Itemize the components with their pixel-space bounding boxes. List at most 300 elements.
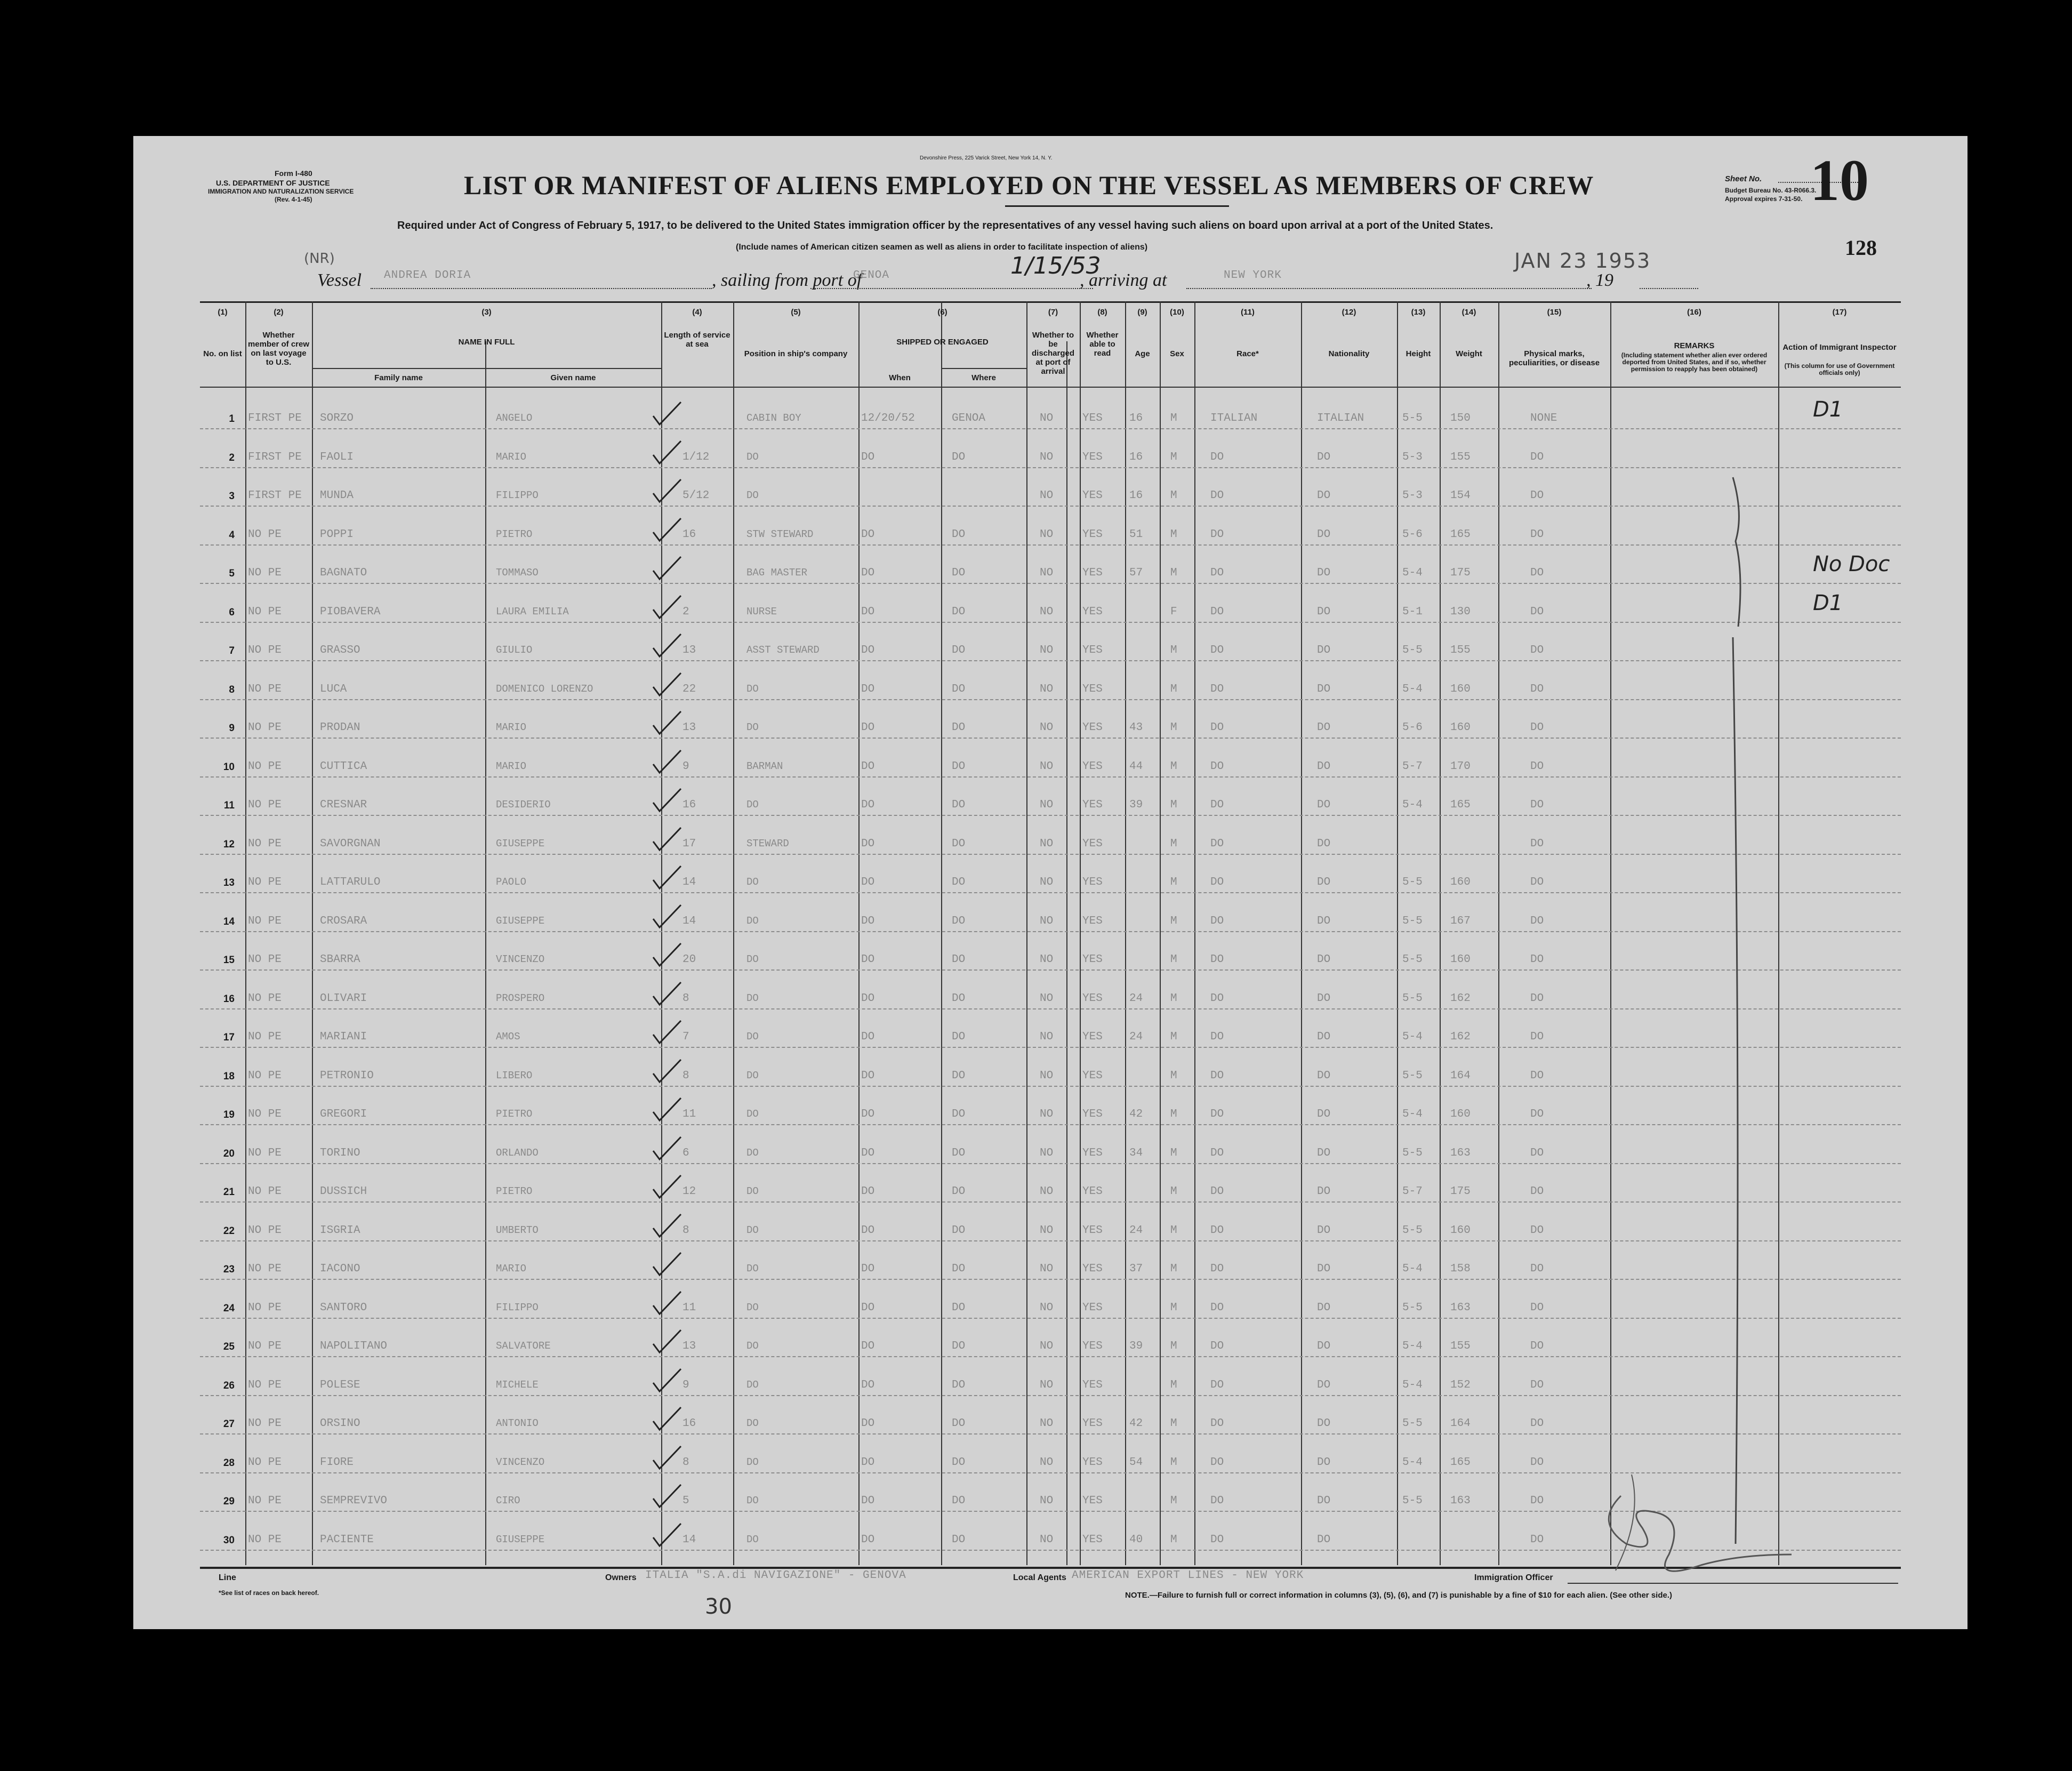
weight-cell: 155 <box>1450 644 1471 656</box>
row-rule <box>200 1086 1901 1087</box>
title-underline <box>1005 205 1229 207</box>
height-cell: 5-5 <box>1402 953 1423 966</box>
age-cell: 40 <box>1129 1533 1143 1546</box>
marks-cell: DO <box>1530 567 1544 579</box>
family-name-cell: SORZO <box>320 412 354 424</box>
row-number: 15 <box>223 955 235 966</box>
position-cell: DO <box>746 722 759 733</box>
shipped-when-cell: DO <box>861 1069 875 1082</box>
column-number: (2) <box>274 308 284 317</box>
age-cell: 51 <box>1129 528 1143 541</box>
check-mark-icon <box>648 594 685 620</box>
marks-cell: DO <box>1530 722 1544 734</box>
nationality-cell: DO <box>1317 722 1331 734</box>
inspector-action: D1 <box>1813 397 1843 422</box>
read-cell: YES <box>1082 1147 1103 1159</box>
check-mark-icon <box>648 477 685 504</box>
row-rule <box>200 1047 1901 1048</box>
position-cell: DO <box>746 1263 759 1275</box>
inspector-action: D1 <box>1813 590 1843 615</box>
service-length-cell: 11 <box>682 1108 696 1120</box>
service-length-cell: 16 <box>682 528 696 541</box>
nationality-cell: DO <box>1317 837 1331 850</box>
discharge-cell: NO <box>1040 683 1054 695</box>
sex-cell: M <box>1170 1263 1177 1275</box>
discharge-cell: NO <box>1040 760 1054 773</box>
shipped-where-cell: DO <box>952 953 966 966</box>
read-cell: YES <box>1082 1340 1103 1352</box>
check-mark-icon <box>648 1405 685 1432</box>
shipped-where-cell: DO <box>952 1417 966 1430</box>
discharge-cell: NO <box>1040 876 1054 888</box>
check-mark-icon <box>648 1135 685 1161</box>
sex-cell: M <box>1170 760 1177 773</box>
given-name-cell: CIRO <box>496 1495 520 1506</box>
nationality-cell: DO <box>1317 1533 1331 1546</box>
shipped-where-cell: DO <box>952 1185 966 1198</box>
position-cell: DO <box>746 1379 759 1391</box>
row-rule <box>200 1279 1901 1280</box>
shipped-when-cell: DO <box>861 1533 875 1546</box>
age-cell: 24 <box>1129 1031 1143 1043</box>
printer-credit: Devonshire Press, 225 Varick Street, New York 14, N. Y. <box>920 155 1053 161</box>
marks-cell: DO <box>1530 1417 1544 1430</box>
nationality-cell: DO <box>1317 1456 1331 1469</box>
column-header: Length of service at sea <box>664 331 730 349</box>
marks-cell: NONE <box>1530 412 1557 424</box>
family-name-cell: CRESNAR <box>320 799 367 811</box>
prev-voyage-cell: NO PE <box>248 1495 282 1507</box>
form-title: LIST OR MANIFEST OF ALIENS EMPLOYED ON THE VESSEL AS MEMBERS OF CREW <box>464 170 1594 200</box>
given-name-header: Given name <box>550 373 596 382</box>
position-cell: DO <box>746 1147 759 1159</box>
row-number: 12 <box>223 838 235 850</box>
row-number: 13 <box>223 877 235 888</box>
shipped-when-cell: DO <box>861 837 875 850</box>
family-name-cell: SBARRA <box>320 953 360 966</box>
position-cell: DO <box>746 1224 759 1236</box>
column-header: Action of Immigrant Inspector <box>1782 343 1897 352</box>
shipped-where-cell: DO <box>952 1495 966 1507</box>
row-number: 1 <box>229 413 235 424</box>
weight-cell: 165 <box>1450 1456 1471 1469</box>
row-number: 6 <box>229 606 235 618</box>
shipped-when-cell: DO <box>861 1301 875 1314</box>
marks-cell: DO <box>1530 451 1544 463</box>
prev-voyage-cell: NO PE <box>248 1185 282 1198</box>
given-name-cell: MARIO <box>496 451 527 463</box>
read-cell: YES <box>1082 1379 1103 1391</box>
read-cell: YES <box>1082 412 1103 424</box>
service-length-cell: 13 <box>682 722 696 734</box>
shipped-where-cell: DO <box>952 528 966 541</box>
read-cell: YES <box>1082 799 1103 811</box>
sex-cell: M <box>1170 1533 1177 1546</box>
nationality-cell: DO <box>1317 1147 1331 1159</box>
marks-cell: DO <box>1530 1379 1544 1391</box>
prev-voyage-cell: NO PE <box>248 1456 282 1469</box>
prev-voyage-cell: NO PE <box>248 605 282 618</box>
nationality-cell: DO <box>1317 528 1331 541</box>
family-name-cell: PRODAN <box>320 722 360 734</box>
race-cell: DO <box>1210 490 1224 502</box>
service-length-cell: 13 <box>682 644 696 656</box>
discharge-cell: NO <box>1040 567 1054 579</box>
check-mark-icon <box>648 787 685 813</box>
race-cell: DO <box>1210 760 1224 773</box>
position-cell: DO <box>746 1301 759 1313</box>
given-name-cell: ANTONIO <box>496 1417 539 1429</box>
sex-cell: M <box>1170 1379 1177 1391</box>
service-length-cell: 12 <box>682 1185 696 1198</box>
discharge-cell: NO <box>1040 644 1054 656</box>
group-rule <box>941 368 1026 369</box>
race-cell: DO <box>1210 1533 1224 1546</box>
row-number: 21 <box>223 1187 235 1198</box>
discharge-cell: NO <box>1040 953 1054 966</box>
agents-label: Local Agents <box>1013 1573 1066 1582</box>
row-number: 3 <box>229 491 235 502</box>
height-cell: 5-3 <box>1402 451 1423 463</box>
discharge-cell: NO <box>1040 605 1054 618</box>
shipped-where-cell: DO <box>952 1301 966 1314</box>
weight-cell: 130 <box>1450 605 1471 618</box>
department-name: U.S. DEPARTMENT OF JUSTICE <box>216 179 330 187</box>
row-rule <box>200 854 1901 855</box>
marks-cell: DO <box>1530 1456 1544 1469</box>
vessel-name: ANDREA DORIA <box>384 269 471 282</box>
shipped-when-cell: DO <box>861 722 875 734</box>
race-cell: DO <box>1210 528 1224 541</box>
race-cell: DO <box>1210 451 1224 463</box>
service-length-cell: 13 <box>682 1340 696 1352</box>
prev-voyage-cell: NO PE <box>248 1301 282 1314</box>
shipped-when-cell: DO <box>861 683 875 695</box>
marks-cell: DO <box>1530 915 1544 927</box>
shipped-when-cell: DO <box>861 1340 875 1352</box>
row-rule <box>200 1124 1901 1125</box>
age-cell: 44 <box>1129 760 1143 773</box>
officer-label: Immigration Officer <box>1474 1573 1553 1582</box>
shipped-where-cell: GENOA <box>952 412 986 424</box>
age-cell: 24 <box>1129 992 1143 1005</box>
read-cell: YES <box>1082 1417 1103 1430</box>
where-header: Where <box>971 373 996 382</box>
read-cell: YES <box>1082 1495 1103 1507</box>
given-name-cell: ORLANDO <box>496 1147 539 1159</box>
weight-cell: 163 <box>1450 1147 1471 1159</box>
shipped-where-cell: DO <box>952 992 966 1005</box>
nationality-cell: DO <box>1317 953 1331 966</box>
race-cell: DO <box>1210 644 1224 656</box>
read-cell: YES <box>1082 760 1103 773</box>
shipped-where-cell: DO <box>952 1031 966 1043</box>
nationality-cell: ITALIAN <box>1317 412 1364 424</box>
column-header: Nationality <box>1328 349 1370 358</box>
row-rule <box>200 1395 1901 1396</box>
column-header: No. on list <box>203 349 242 358</box>
officer-line <box>1568 1583 1898 1584</box>
age-cell: 16 <box>1129 412 1143 424</box>
form-revision: (Rev. 4-1-45) <box>275 196 312 203</box>
row-number: 10 <box>223 761 235 773</box>
height-cell: 5-4 <box>1402 799 1423 811</box>
column-rule <box>1610 301 1611 1565</box>
marks-cell: DO <box>1530 605 1544 618</box>
race-cell: DO <box>1210 605 1224 618</box>
check-mark-icon <box>648 632 685 659</box>
given-name-cell: PIETRO <box>496 1185 533 1197</box>
row-rule <box>200 776 1901 778</box>
race-cell: DO <box>1210 1108 1224 1120</box>
family-name-cell: GREGORI <box>320 1108 367 1120</box>
sheet-label: Sheet No. <box>1725 174 1762 183</box>
discharge-cell: NO <box>1040 412 1054 424</box>
line-label: Line <box>219 1573 236 1582</box>
row-number: 30 <box>223 1534 235 1546</box>
sex-cell: M <box>1170 722 1177 734</box>
column-number: (1) <box>218 308 228 317</box>
prev-voyage-cell: FIRST PE <box>248 412 302 424</box>
row-number: 5 <box>229 568 235 579</box>
shipped-when-cell: DO <box>861 1224 875 1237</box>
nationality-cell: DO <box>1317 605 1331 618</box>
given-name-cell: GIULIO <box>496 644 533 656</box>
shipped-when-cell: DO <box>861 1108 875 1120</box>
nationality-cell: DO <box>1317 1495 1331 1507</box>
service-length-cell: 14 <box>682 1533 696 1546</box>
column-number: (10) <box>1170 308 1184 317</box>
given-name-cell: PAOLO <box>496 876 527 888</box>
prev-voyage-cell: NO PE <box>248 1224 282 1237</box>
prev-voyage-cell: NO PE <box>248 722 282 734</box>
check-mark-icon <box>648 903 685 929</box>
sex-cell: M <box>1170 1495 1177 1507</box>
read-cell: YES <box>1082 1069 1103 1082</box>
arrival-port: NEW YORK <box>1224 269 1282 282</box>
marks-cell: DO <box>1530 644 1544 656</box>
nationality-cell: DO <box>1317 490 1331 502</box>
nationality-cell: DO <box>1317 567 1331 579</box>
marks-cell: DO <box>1530 1340 1544 1352</box>
sex-cell: M <box>1170 1069 1177 1082</box>
position-cell: DO <box>746 876 759 888</box>
nationality-cell: DO <box>1317 1379 1331 1391</box>
marks-cell: DO <box>1530 1108 1544 1120</box>
marks-cell: DO <box>1530 1495 1544 1507</box>
height-cell: 5-7 <box>1402 1185 1423 1198</box>
shipped-when-cell: DO <box>861 876 875 888</box>
weight-cell: 152 <box>1450 1379 1471 1391</box>
discharge-cell: NO <box>1040 528 1054 541</box>
race-cell: DO <box>1210 567 1224 579</box>
check-mark-icon <box>648 1482 685 1509</box>
prev-voyage-cell: NO PE <box>248 1379 282 1391</box>
row-rule <box>200 660 1901 661</box>
read-cell: YES <box>1082 1185 1103 1198</box>
shipped-where-cell: DO <box>952 837 966 850</box>
age-cell: 37 <box>1129 1263 1143 1275</box>
height-cell: 5-4 <box>1402 1031 1423 1043</box>
weight-cell: 170 <box>1450 760 1471 773</box>
weight-cell: 165 <box>1450 799 1471 811</box>
sex-cell: M <box>1170 1031 1177 1043</box>
discharge-cell: NO <box>1040 1301 1054 1314</box>
age-cell: 42 <box>1129 1417 1143 1430</box>
race-cell: DO <box>1210 953 1224 966</box>
shipped-where-cell: DO <box>952 567 966 579</box>
manifest-sheet <box>133 136 1967 1629</box>
height-cell: 5-5 <box>1402 1147 1423 1159</box>
shipped-where-cell: DO <box>952 1069 966 1082</box>
check-mark-icon <box>648 864 685 891</box>
read-cell: YES <box>1082 490 1103 502</box>
column-header: Age <box>1135 349 1150 358</box>
shipped-when-cell: DO <box>861 953 875 966</box>
check-mark-icon <box>648 748 685 775</box>
weight-cell: 175 <box>1450 567 1471 579</box>
position-cell: BARMAN <box>746 760 783 772</box>
check-mark-icon <box>648 1328 685 1355</box>
family-name-cell: ORSINO <box>320 1417 360 1430</box>
marks-cell: DO <box>1530 1069 1544 1082</box>
row-rule <box>200 428 1901 429</box>
stamp-number: 128 <box>1845 236 1877 260</box>
check-mark-icon <box>648 1251 685 1277</box>
sex-cell: M <box>1170 1224 1177 1237</box>
given-name-cell: GIUSEPPE <box>496 837 545 850</box>
age-cell: 24 <box>1129 1224 1143 1237</box>
height-cell: 5-5 <box>1402 1495 1423 1507</box>
family-name-cell: BAGNATO <box>320 567 367 579</box>
row-number: 9 <box>229 723 235 734</box>
check-mark-icon <box>648 555 685 581</box>
departure-port: GENOA <box>853 269 890 282</box>
shipped-when-cell: DO <box>861 567 875 579</box>
service-length-cell: 11 <box>682 1301 696 1314</box>
height-cell: 5-4 <box>1402 1263 1423 1275</box>
sex-cell: M <box>1170 451 1177 463</box>
nationality-cell: DO <box>1317 1340 1331 1352</box>
include-note: (Include names of American citizen seamen as well as aliens in order to facilitate inspection of aliens) <box>736 243 1148 252</box>
weight-cell: 150 <box>1450 412 1471 424</box>
height-cell: 5-6 <box>1402 528 1423 541</box>
shipped-where-cell: DO <box>952 1147 966 1159</box>
column-number: (3) <box>481 308 492 317</box>
weight-cell: 160 <box>1450 876 1471 888</box>
shipped-when-cell: DO <box>861 605 875 618</box>
column-header: Whether member of crew on last voyage to U.S. <box>247 331 310 367</box>
column-header: Sex <box>1170 349 1184 358</box>
nationality-cell: DO <box>1317 1263 1331 1275</box>
height-cell: 5-4 <box>1402 683 1423 695</box>
sex-cell: M <box>1170 644 1177 656</box>
family-name-cell: CROSARA <box>320 915 367 927</box>
read-cell: YES <box>1082 876 1103 888</box>
row-number: 16 <box>223 993 235 1005</box>
position-cell: DO <box>746 992 759 1004</box>
discharge-cell: NO <box>1040 1069 1054 1082</box>
position-cell: DO <box>746 1108 759 1120</box>
height-cell: 5-7 <box>1402 760 1423 773</box>
discharge-cell: NO <box>1040 1495 1054 1507</box>
weight-cell: 165 <box>1450 528 1471 541</box>
family-name-cell: SANTORO <box>320 1301 367 1314</box>
weight-cell: 163 <box>1450 1301 1471 1314</box>
remarks-note: (Including statement whether alien ever ordered deported from United States, and if so, whether permission to reapply has been obtained) <box>1621 351 1768 373</box>
nationality-cell: DO <box>1317 1108 1331 1120</box>
height-cell: 5-5 <box>1402 1301 1423 1314</box>
given-name-cell: LIBERO <box>496 1069 533 1081</box>
shipped-where-cell: DO <box>952 644 966 656</box>
shipped-when-cell: DO <box>861 451 875 463</box>
given-name-cell: AMOS <box>496 1031 520 1043</box>
age-cell: 43 <box>1129 722 1143 734</box>
family-name-cell: LUCA <box>320 683 347 695</box>
given-name-cell: MARIO <box>496 760 527 772</box>
height-cell: 5-5 <box>1402 1224 1423 1237</box>
service-length-cell: 14 <box>682 915 696 927</box>
shipped-when-cell: DO <box>861 1495 875 1507</box>
shipped-where-cell: DO <box>952 683 966 695</box>
row-rule <box>200 815 1901 816</box>
position-cell: DO <box>746 799 759 811</box>
family-name-cell: TORINO <box>320 1147 360 1159</box>
shipped-when-cell: DO <box>861 1147 875 1159</box>
inspector-note: (This column for use of Government officials only) <box>1784 362 1895 376</box>
discharge-cell: NO <box>1040 992 1054 1005</box>
age-cell: 16 <box>1129 490 1143 502</box>
service-length-cell: 8 <box>682 1456 689 1469</box>
race-cell: ITALIAN <box>1210 412 1258 424</box>
weight-cell: 163 <box>1450 1495 1471 1507</box>
given-name-cell: PIETRO <box>496 1108 533 1120</box>
weight-cell: 164 <box>1450 1417 1471 1430</box>
read-cell: YES <box>1082 644 1103 656</box>
race-cell: DO <box>1210 722 1224 734</box>
weight-cell: 154 <box>1450 490 1471 502</box>
marks-cell: DO <box>1530 953 1544 966</box>
row-number: 26 <box>223 1380 235 1391</box>
shipped-when-cell: DO <box>861 915 875 927</box>
row-number: 11 <box>223 800 235 811</box>
shipped-where-cell: DO <box>952 1379 966 1391</box>
height-cell: 5-5 <box>1402 992 1423 1005</box>
prev-voyage-cell: NO PE <box>248 915 282 927</box>
height-cell: 5-4 <box>1402 1379 1423 1391</box>
shipped-where-cell: DO <box>952 799 966 811</box>
column-number: (16) <box>1687 308 1701 317</box>
read-cell: YES <box>1082 567 1103 579</box>
discharge-cell: NO <box>1040 1147 1054 1159</box>
read-cell: YES <box>1082 683 1103 695</box>
when-header: When <box>889 373 911 382</box>
agents-value: AMERICAN EXPORT LINES - NEW YORK <box>1072 1569 1304 1582</box>
row-rule <box>200 931 1901 932</box>
marks-cell: DO <box>1530 1185 1544 1198</box>
height-cell: 5-5 <box>1402 915 1423 927</box>
race-cell: DO <box>1210 1340 1224 1352</box>
read-cell: YES <box>1082 605 1103 618</box>
header-bottom-rule <box>200 387 1901 388</box>
column-number: (7) <box>1048 308 1058 317</box>
service-length-cell: 20 <box>682 953 696 966</box>
service-length-cell: 8 <box>682 992 689 1005</box>
prev-voyage-cell: NO PE <box>248 876 282 888</box>
race-cell: DO <box>1210 1301 1224 1314</box>
position-cell: DO <box>746 451 759 463</box>
given-name-cell: UMBERTO <box>496 1224 539 1236</box>
